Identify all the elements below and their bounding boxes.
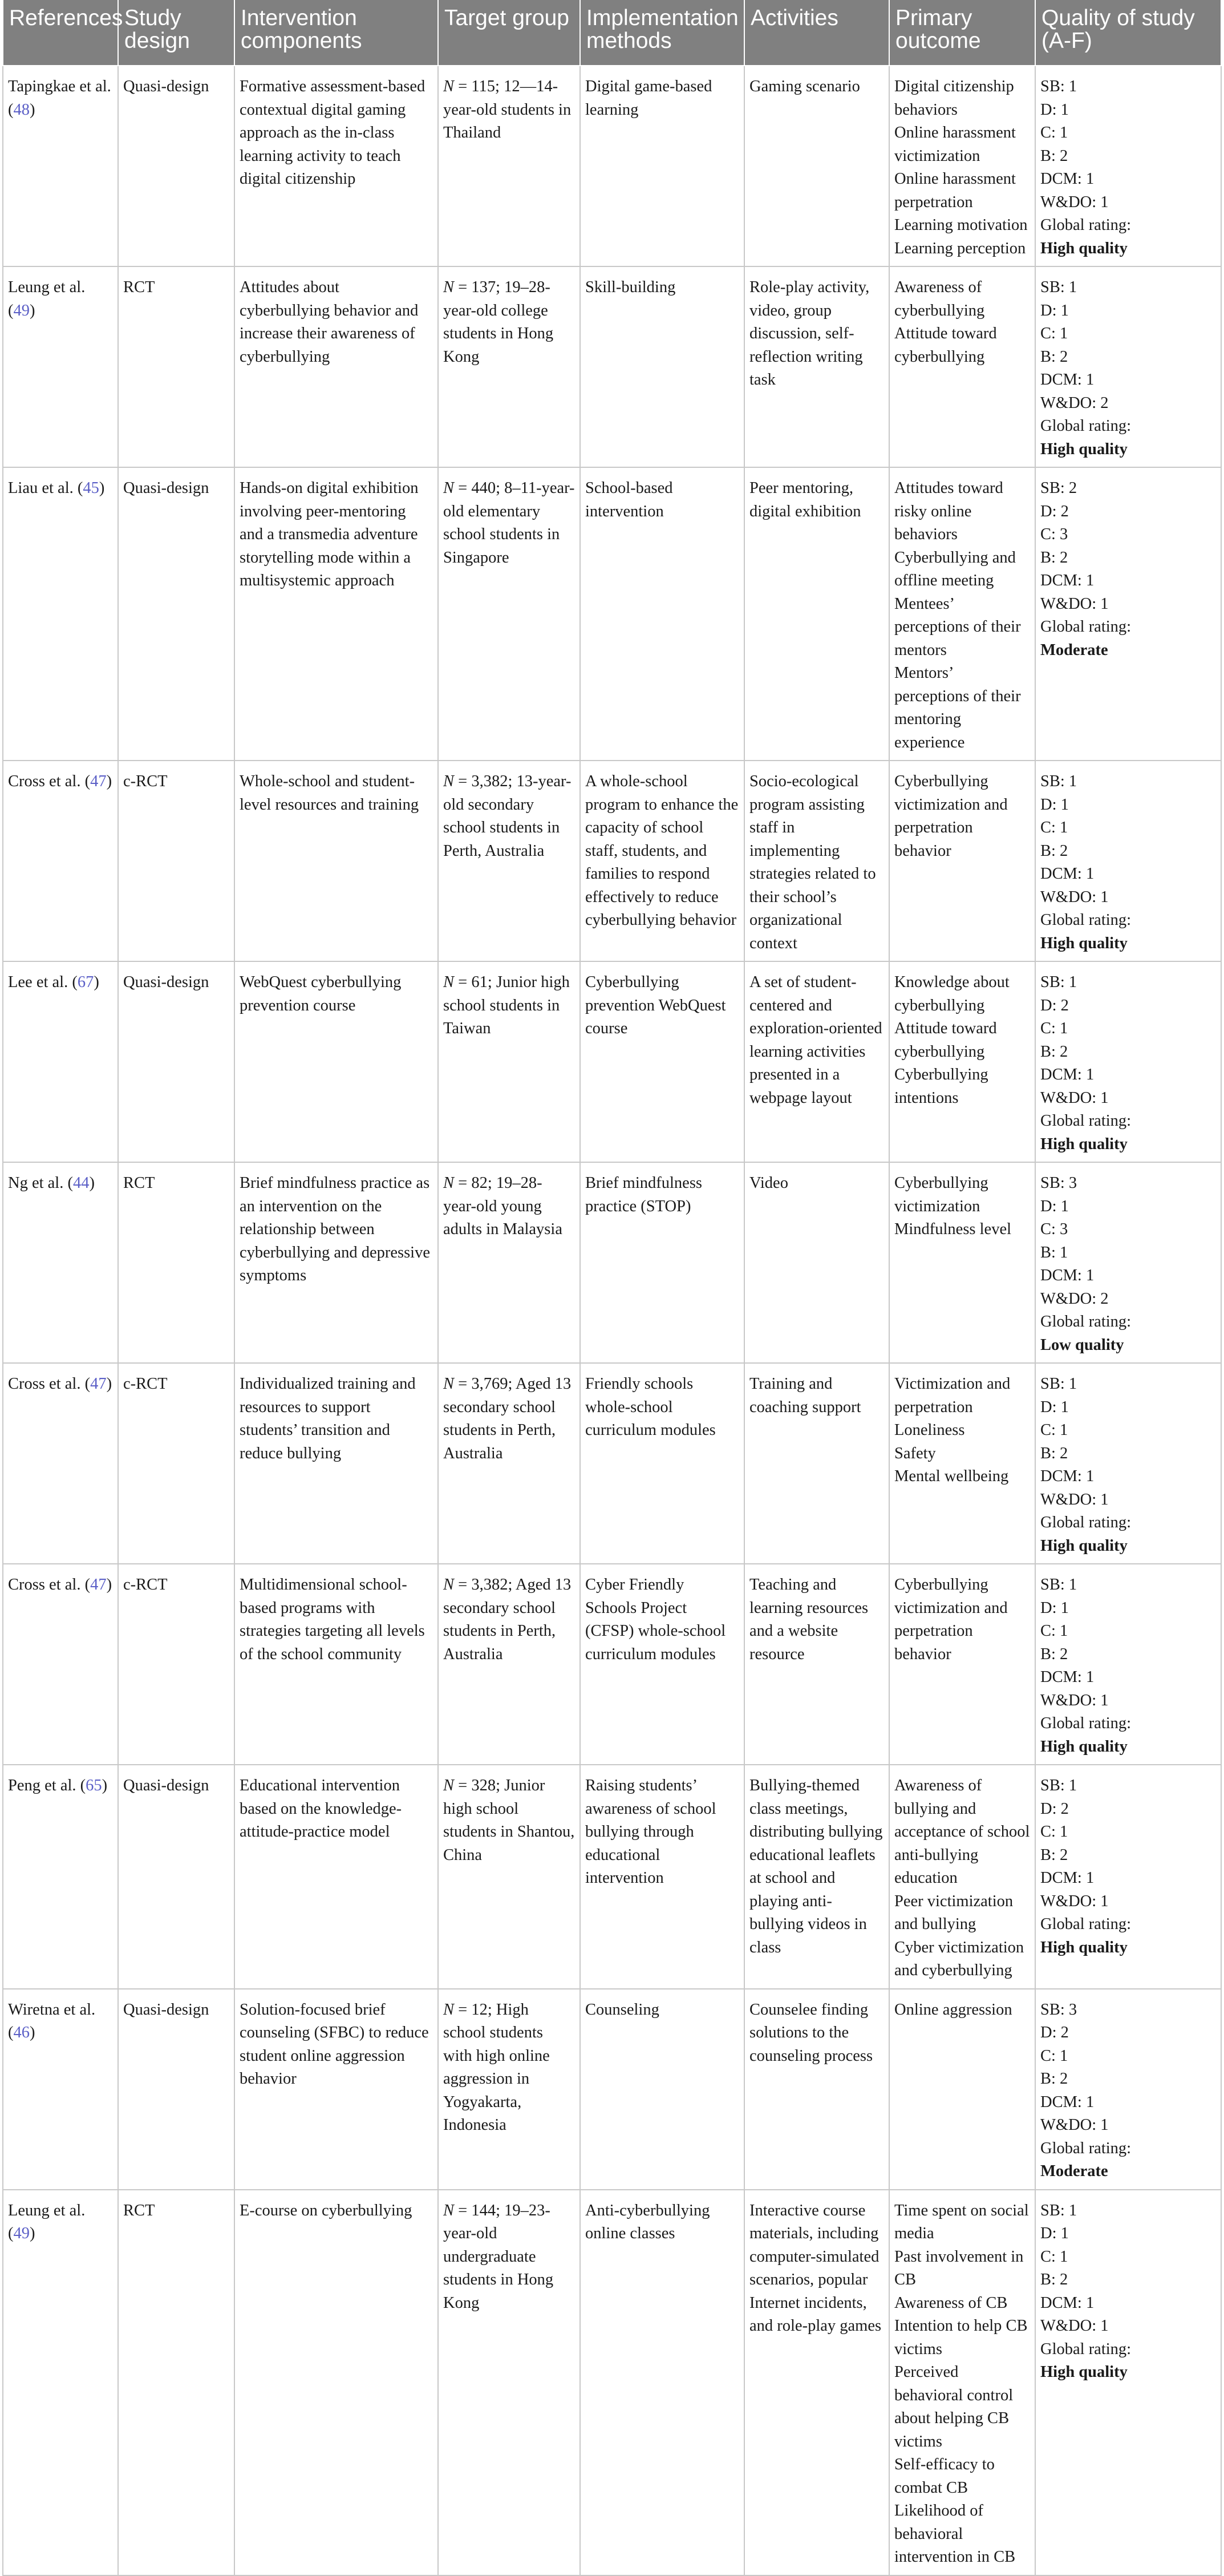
sample-size-label: N: [443, 78, 455, 95]
global-rating: High quality: [1040, 1938, 1128, 1956]
quality-item: B: 2: [1040, 347, 1068, 366]
global-rating: Moderate: [1040, 641, 1108, 659]
quality-item: C: 1: [1040, 819, 1068, 836]
reference-close: ): [99, 479, 105, 497]
quality-item: D: 1: [1040, 2225, 1069, 2242]
cell-implementation-methods: Cyberbullying prevention WebQuest course: [580, 961, 744, 1162]
quality-item: C: 1: [1040, 1622, 1068, 1640]
cell-study-design: Quasi-design: [118, 961, 234, 1162]
reference-author: Tapingkae et al. (: [8, 78, 111, 119]
target-group-text: = 328; Junior high school students in Shantou, China: [443, 1777, 575, 1864]
outcome-item: Knowledge about cyberbullying: [894, 973, 1010, 1014]
cell-reference: [3, 761, 118, 961]
quality-item: DCM: 1: [1040, 2294, 1095, 2312]
outcome-item: Likelihood of behavioral intervention in CB: [894, 2502, 1016, 2566]
quality-item: Global rating:: [1040, 2340, 1132, 2358]
quality-item: D: 1: [1040, 301, 1069, 320]
cell-intervention-components: Solution-focused brief counseling (SFBC) to reduce student online aggression behavior: [234, 1989, 438, 2190]
cell-study-design: Quasi-design: [118, 1765, 234, 1989]
outcome-item: Cyberbullying intentions: [894, 1066, 988, 1107]
reference-close: ): [94, 973, 99, 991]
cell-implementation-methods: Counseling: [580, 1989, 744, 2190]
outcome-item: Cyber victimization and cyberbullying: [894, 1938, 1024, 1979]
outcome-item: Online aggression: [894, 2000, 1012, 2019]
quality-item: Global rating:: [1040, 618, 1132, 636]
quality-item: Global rating:: [1040, 1514, 1132, 1531]
quality-item: W&DO: 1: [1040, 595, 1109, 613]
sample-size-label: N: [443, 1777, 455, 1794]
outcome-item: Self-efficacy to combat CB: [894, 2456, 995, 2497]
quality-item: W&DO: 2: [1040, 394, 1109, 412]
citation-link[interactable]: 46: [13, 2024, 30, 2041]
target-group-text: = 144; 19–23-year-old undergraduate students in Hong Kong: [443, 2201, 554, 2312]
global-rating: High quality: [1040, 934, 1128, 952]
reference-close: ): [106, 1375, 112, 1393]
reference-close: ): [30, 301, 35, 320]
quality-item: B: 1: [1040, 1243, 1068, 1261]
cell-target-group: [438, 1564, 580, 1765]
outcome-item: Cyberbullying victimization: [894, 1174, 988, 1215]
table-row: [3, 761, 1221, 961]
quality-item: DCM: 1: [1040, 1869, 1095, 1887]
quality-item: SB: 1: [1040, 973, 1077, 991]
quality-item: B: 2: [1040, 1042, 1068, 1061]
quality-item: SB: 1: [1040, 1375, 1077, 1393]
quality-item: Global rating:: [1040, 2139, 1132, 2157]
quality-item: W&DO: 1: [1040, 1490, 1109, 1509]
table-row: [3, 266, 1221, 467]
global-rating: High quality: [1040, 440, 1128, 458]
cell-reference: [3, 1564, 118, 1765]
quality-item: W&DO: 1: [1040, 1892, 1109, 1910]
cell-reference: [3, 1162, 118, 1363]
quality-item: C: 1: [1040, 2247, 1068, 2266]
table-row: [3, 467, 1221, 761]
reference-author: Cross et al. (: [8, 1576, 91, 1594]
cell-implementation-methods: Digital game-based learning: [580, 66, 744, 266]
quality-item: Global rating:: [1040, 417, 1132, 435]
citation-link[interactable]: 48: [13, 100, 30, 119]
target-group-text: = 3,382; 13-year-old secondary school students in Perth, Australia: [443, 773, 572, 860]
quality-item: W&DO: 1: [1040, 2317, 1109, 2335]
quality-item: DCM: 1: [1040, 1467, 1095, 1485]
global-rating: High quality: [1040, 2363, 1128, 2381]
quality-item: DCM: 1: [1040, 1668, 1095, 1686]
cell-implementation-methods: Skill-building: [580, 266, 744, 467]
outcome-item: Time spent on social media: [894, 2201, 1029, 2242]
cell-quality: [1035, 467, 1221, 761]
header-study-design: Study design: [118, 0, 234, 66]
target-group-text: = 137; 19–28-year-old college students in Hong Kong: [443, 278, 554, 366]
table-row: [3, 961, 1221, 1162]
reference-close: ): [106, 1576, 112, 1594]
outcome-item: Mentors’ perceptions of their mentoring experience: [894, 664, 1021, 751]
quality-item: B: 2: [1040, 2271, 1068, 2288]
cell-quality: [1035, 2190, 1221, 2575]
cell-quality: [1035, 961, 1221, 1162]
cell-reference: [3, 266, 118, 467]
cell-target-group: [438, 66, 580, 266]
cell-target-group: [438, 961, 580, 1162]
quality-item: W&DO: 2: [1040, 1289, 1109, 1308]
cell-study-design: RCT: [118, 2190, 234, 2575]
cell-quality: [1035, 66, 1221, 266]
outcome-item: Online harassment perpetration: [894, 170, 1016, 211]
table-row: [3, 66, 1221, 266]
cell-target-group: [438, 266, 580, 467]
cell-target-group: [438, 1162, 580, 1363]
outcome-item: Mindfulness level: [894, 1220, 1012, 1238]
cell-quality: [1035, 1765, 1221, 1989]
cell-implementation-methods: School-based intervention: [580, 467, 744, 761]
sample-size-label: N: [443, 1576, 455, 1594]
cell-primary-outcome: [889, 1363, 1035, 1564]
citation-link[interactable]: 47: [90, 773, 107, 790]
quality-item: D: 2: [1040, 2024, 1069, 2041]
study-table: [2, 0, 1222, 2576]
cell-reference: [3, 467, 118, 761]
quality-item: B: 2: [1040, 147, 1068, 165]
cell-reference: [3, 1989, 118, 2190]
quality-item: D: 2: [1040, 1799, 1069, 1818]
cell-study-design: Quasi-design: [118, 1989, 234, 2190]
citation-link[interactable]: 47: [90, 1576, 107, 1594]
cell-implementation-methods: Cyber Friendly Schools Project (CFSP) whole-school curriculum modules: [580, 1564, 744, 1765]
cell-intervention-components: WebQuest cyberbullying prevention course: [234, 961, 438, 1162]
outcome-item: Awareness of cyberbullying: [894, 278, 985, 320]
quality-item: B: 2: [1040, 2070, 1068, 2088]
cell-reference: [3, 1765, 118, 1989]
outcome-item: Loneliness: [894, 1421, 965, 1439]
header-implementation-methods: Implementation methods: [580, 0, 744, 66]
outcome-item: Learning perception: [894, 239, 1026, 257]
global-rating: High quality: [1040, 1737, 1128, 1756]
cell-intervention-components: Individualized training and resources to support students’ transition and reduce bullying: [234, 1363, 438, 1564]
header-quality-of-study: Quality of study (A-F): [1035, 0, 1221, 66]
quality-item: D: 1: [1040, 795, 1069, 814]
quality-item: DCM: 1: [1040, 572, 1095, 589]
quality-item: C: 1: [1040, 1421, 1068, 1439]
quality-item: SB: 1: [1040, 1777, 1077, 1794]
cell-study-design: Quasi-design: [118, 66, 234, 266]
quality-item: Global rating:: [1040, 1915, 1132, 1933]
table-row: [3, 1989, 1221, 2190]
cell-reference: [3, 66, 118, 266]
cell-study-design: RCT: [118, 266, 234, 467]
reference-author: Peng et al. (: [8, 1777, 86, 1794]
target-group-text: = 3,382; Aged 13 secondary school students in Perth, Australia: [443, 1576, 572, 1663]
quality-item: Global rating:: [1040, 1112, 1132, 1130]
target-group-text: = 12; High school students with high online aggression in Yogyakarta, Indonesia: [443, 2000, 550, 2134]
outcome-item: Cyberbullying victimization and perpetration behavior: [894, 773, 1008, 860]
cell-activities: Interactive course materials, including computer-simulated scenarios, popular Internet incidents, and role-play games: [744, 2190, 889, 2575]
header-target-group: Target group: [438, 0, 580, 66]
outcome-item: Cyberbullying victimization and perpetration behavior: [894, 1576, 1008, 1663]
cell-study-design: c-RCT: [118, 761, 234, 961]
quality-item: W&DO: 1: [1040, 888, 1109, 906]
cell-target-group: [438, 761, 580, 961]
cell-quality: [1035, 1989, 1221, 2190]
sample-size-label: N: [443, 278, 455, 296]
quality-item: Global rating:: [1040, 1714, 1132, 1732]
cell-primary-outcome: [889, 266, 1035, 467]
quality-item: D: 1: [1040, 1197, 1069, 1215]
quality-item: C: 3: [1040, 1220, 1068, 1238]
quality-item: Global rating:: [1040, 216, 1132, 234]
quality-item: SB: 1: [1040, 773, 1077, 790]
reference-close: ): [89, 1174, 95, 1192]
reference-author: Liau et al. (: [8, 479, 83, 497]
quality-item: B: 2: [1040, 1846, 1068, 1864]
cell-primary-outcome: [889, 961, 1035, 1162]
outcome-item: Awareness of CB: [894, 2294, 1008, 2312]
cell-intervention-components: Educational intervention based on the knowledge-attitude-practice model: [234, 1765, 438, 1989]
sample-size-label: N: [443, 2201, 455, 2219]
cell-implementation-methods: Raising students’ awareness of school bullying through educational intervention: [580, 1765, 744, 1989]
quality-item: W&DO: 1: [1040, 2116, 1109, 2134]
quality-item: SB: 1: [1040, 78, 1077, 95]
sample-size-label: N: [443, 1174, 455, 1192]
cell-primary-outcome: [889, 761, 1035, 961]
cell-reference: [3, 961, 118, 1162]
reference-author: Leung et al. (: [8, 278, 86, 320]
cell-activities: Counselee finding solutions to the counseling process: [744, 1989, 889, 2190]
table-row: [3, 1162, 1221, 1363]
cell-target-group: [438, 1765, 580, 1989]
reference-author: Leung et al. (: [8, 2201, 86, 2242]
quality-item: B: 2: [1040, 1645, 1068, 1663]
reference-close: ): [106, 773, 112, 790]
cell-intervention-components: Brief mindfulness practice as an intervention on the relationship between cyberbullying and depressive symptoms: [234, 1162, 438, 1363]
outcome-item: Attitude toward cyberbullying: [894, 1020, 997, 1061]
outcome-item: Learning motivation: [894, 216, 1028, 234]
cell-primary-outcome: [889, 467, 1035, 761]
quality-item: C: 1: [1040, 325, 1068, 342]
cell-primary-outcome: [889, 1765, 1035, 1989]
cell-reference: [3, 2190, 118, 2575]
global-rating: Moderate: [1040, 2162, 1108, 2180]
sample-size-label: N: [443, 1375, 455, 1393]
cell-implementation-methods: Brief mindfulness practice (STOP): [580, 1162, 744, 1363]
cell-quality: [1035, 266, 1221, 467]
cell-intervention-components: Attitudes about cyberbullying behavior and increase their awareness of cyberbullying: [234, 266, 438, 467]
target-group-text: = 3,769; Aged 13 secondary school students in Perth, Australia: [443, 1375, 572, 1462]
quality-item: SB: 3: [1040, 2000, 1077, 2019]
quality-item: C: 1: [1040, 1020, 1068, 1037]
reference-author: Ng et al. (: [8, 1174, 73, 1192]
outcome-item: Mentees’ perceptions of their mentors: [894, 595, 1021, 659]
quality-item: Global rating:: [1040, 1313, 1132, 1331]
outcome-item: Past involvement in CB: [894, 2247, 1024, 2288]
quality-item: DCM: 1: [1040, 1267, 1095, 1284]
cell-implementation-methods: Friendly schools whole-school curriculum modules: [580, 1363, 744, 1564]
reference-close: ): [102, 1777, 108, 1794]
quality-item: D: 1: [1040, 1398, 1069, 1416]
target-group-text: = 61; Junior high school students in Taiwan: [443, 973, 570, 1037]
citation-link[interactable]: 65: [86, 1777, 102, 1794]
cell-activities: Bullying-themed class meetings, distributing bullying educational leaflets at school and playing anti-bullying videos in class: [744, 1765, 889, 1989]
quality-item: W&DO: 1: [1040, 193, 1109, 211]
header-activities: Activities: [744, 0, 889, 66]
cell-quality: [1035, 1162, 1221, 1363]
reference-close: ): [30, 2024, 35, 2041]
header-references: References: [3, 0, 118, 66]
quality-item: D: 1: [1040, 100, 1069, 119]
quality-item: SB: 1: [1040, 1576, 1077, 1594]
quality-item: D: 1: [1040, 1599, 1069, 1617]
quality-item: B: 2: [1040, 842, 1068, 860]
outcome-item: Awareness of bullying and acceptance of school anti-bullying education: [894, 1777, 1030, 1887]
quality-item: W&DO: 1: [1040, 1691, 1109, 1709]
cell-primary-outcome: [889, 1989, 1035, 2190]
cell-activities: Teaching and learning resources and a website resource: [744, 1564, 889, 1765]
quality-item: C: 1: [1040, 1823, 1068, 1841]
quality-item: Global rating:: [1040, 911, 1132, 929]
quality-item: SB: 3: [1040, 1174, 1077, 1192]
outcome-item: Online harassment victimization: [894, 124, 1016, 165]
quality-item: B: 2: [1040, 548, 1068, 567]
cell-target-group: [438, 1989, 580, 2190]
global-rating: High quality: [1040, 1536, 1128, 1555]
citation-link[interactable]: 44: [72, 1174, 90, 1192]
reference-close: ): [30, 2225, 35, 2242]
table-row: [3, 1363, 1221, 1564]
outcome-item: Intention to help CB victims: [894, 2317, 1028, 2358]
cell-target-group: [438, 2190, 580, 2575]
cell-activities: Socio-ecological program assisting staff in implementing strategies related to their school’s organizational context: [744, 761, 889, 961]
outcome-item: Digital citizenship behaviors: [894, 78, 1014, 119]
cell-reference: [3, 1363, 118, 1564]
reference-author: Wiretna et al. (: [8, 2000, 96, 2041]
table-row: [3, 2190, 1221, 2575]
cell-intervention-components: Multidimensional school-based programs with strategies targeting all levels of the school community: [234, 1564, 438, 1765]
cell-study-design: c-RCT: [118, 1564, 234, 1765]
cell-primary-outcome: [889, 66, 1035, 266]
outcome-item: Attitudes toward risky online behaviors: [894, 479, 1003, 543]
quality-item: DCM: 1: [1040, 1066, 1095, 1083]
outcome-item: Peer victimization and bullying: [894, 1892, 1014, 1933]
cell-intervention-components: Hands-on digital exhibition involving peer-mentoring and a transmedia adventure storytelling mode within a multisystemic approach: [234, 467, 438, 761]
quality-item: C: 1: [1040, 124, 1068, 141]
sample-size-label: N: [443, 2000, 455, 2019]
cell-quality: [1035, 1363, 1221, 1564]
citation-link[interactable]: 45: [83, 479, 99, 497]
quality-item: D: 2: [1040, 996, 1069, 1014]
table-row: [3, 1564, 1221, 1765]
header-primary-outcome: Primary outcome: [889, 0, 1035, 66]
outcome-item: Victimization and perpetration: [894, 1375, 1011, 1416]
reference-close: ): [30, 100, 35, 119]
cell-activities: Video: [744, 1162, 889, 1363]
citation-link[interactable]: 49: [13, 2225, 30, 2242]
cell-primary-outcome: [889, 2190, 1035, 2575]
cell-target-group: [438, 1363, 580, 1564]
cell-implementation-methods: Anti-cyberbullying online classes: [580, 2190, 744, 2575]
quality-item: SB: 1: [1040, 2201, 1077, 2219]
outcome-item: Safety: [894, 1444, 936, 1462]
cell-intervention-components: Whole-school and student-level resources and training: [234, 761, 438, 961]
cell-primary-outcome: [889, 1564, 1035, 1765]
cell-study-design: Quasi-design: [118, 467, 234, 761]
cell-activities: Peer mentoring, digital exhibition: [744, 467, 889, 761]
citation-link[interactable]: 67: [77, 973, 94, 991]
cell-activities: Gaming scenario: [744, 66, 889, 266]
quality-item: C: 3: [1040, 525, 1068, 543]
global-rating: High quality: [1040, 239, 1128, 257]
global-rating: Low quality: [1040, 1336, 1124, 1354]
cell-target-group: [438, 467, 580, 761]
sample-size-label: N: [443, 479, 455, 497]
quality-item: C: 1: [1040, 2047, 1068, 2065]
quality-item: DCM: 1: [1040, 865, 1095, 883]
reference-author: Lee et al. (: [8, 973, 78, 991]
quality-item: DCM: 1: [1040, 371, 1095, 389]
quality-item: D: 2: [1040, 502, 1069, 520]
sample-size-label: N: [443, 773, 455, 790]
reference-author: Cross et al. (: [8, 773, 91, 790]
target-group-text: = 115; 12—14-year-old students in Thailand: [443, 78, 572, 141]
outcome-item: Perceived behavioral control about helping CB victims: [894, 2363, 1014, 2450]
global-rating: High quality: [1040, 1135, 1128, 1153]
cell-activities: A set of student-centered and exploration-oriented learning activities presented in a webpage layout: [744, 961, 889, 1162]
cell-activities: Training and coaching support: [744, 1363, 889, 1564]
quality-item: SB: 1: [1040, 278, 1077, 296]
target-group-text: = 440; 8–11-year-old elementary school students in Singapore: [443, 479, 575, 567]
cell-activities: Role-play activity, video, group discussion, self-reflection writing task: [744, 266, 889, 467]
table-body: [3, 66, 1221, 2575]
quality-item: SB: 2: [1040, 479, 1077, 497]
citation-link[interactable]: 47: [90, 1375, 107, 1393]
cell-intervention-components: Formative assessment-based contextual digital gaming approach as the in-class learning activity to teach digital citizenship: [234, 66, 438, 266]
quality-item: DCM: 1: [1040, 2093, 1095, 2111]
quality-item: W&DO: 1: [1040, 1089, 1109, 1107]
citation-link[interactable]: 49: [13, 301, 30, 320]
cell-implementation-methods: A whole-school program to enhance the capacity of school staff, students, and families to respond effectively to reduce cyberbullying behavior: [580, 761, 744, 961]
header-intervention-components: Intervention components: [234, 0, 438, 66]
quality-item: B: 2: [1040, 1444, 1068, 1462]
cell-quality: [1035, 1564, 1221, 1765]
table-row: [3, 1765, 1221, 1989]
cell-study-design: c-RCT: [118, 1363, 234, 1564]
cell-primary-outcome: [889, 1162, 1035, 1363]
outcome-item: Attitude toward cyberbullying: [894, 325, 997, 366]
outcome-item: Cyberbullying and offline meeting: [894, 548, 1016, 589]
cell-study-design: RCT: [118, 1162, 234, 1363]
reference-author: Cross et al. (: [8, 1375, 91, 1393]
cell-intervention-components: E-course on cyberbullying: [234, 2190, 438, 2575]
cell-quality: [1035, 761, 1221, 961]
quality-item: DCM: 1: [1040, 170, 1095, 188]
target-group-text: = 82; 19–28-year-old young adults in Malaysia: [443, 1174, 562, 1238]
header-row: [3, 0, 1221, 66]
sample-size-label: N: [443, 973, 455, 991]
outcome-item: Mental wellbeing: [894, 1467, 1009, 1485]
